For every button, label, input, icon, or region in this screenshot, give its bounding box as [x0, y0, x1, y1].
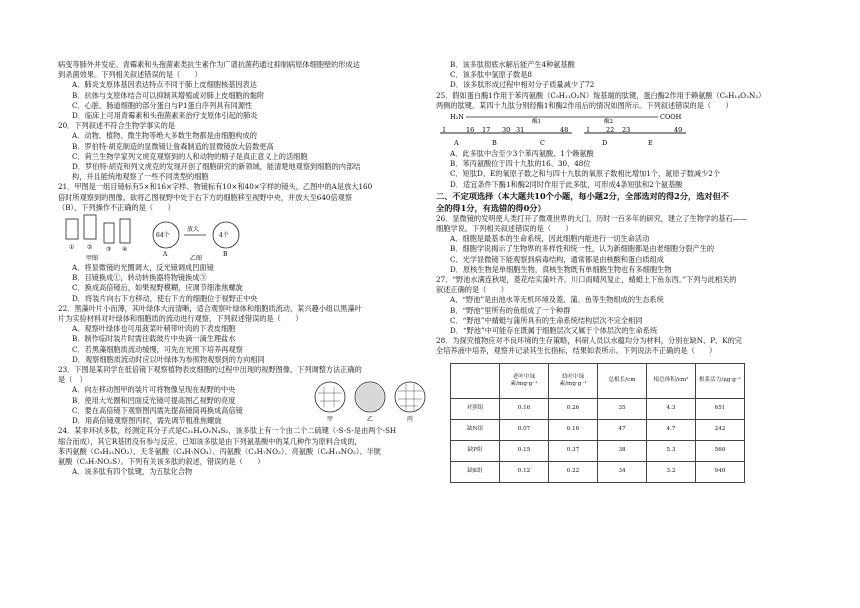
option-line: C．荷兰生物学家列文虎克观察到的人和动物的精子是真正意义上的活细胞	[72, 151, 308, 161]
question-21-cont: （B），下列操作不正确的是（ ）	[58, 202, 175, 212]
option-line: D．观察细胞质流动时应以叶绿体为参照物观察到的方向相同	[72, 354, 265, 364]
option-line: D．将装片向右下方移动，使右下方的细胞位于视野正中央	[72, 293, 258, 303]
figure-caption: 甲	[327, 416, 334, 424]
table-cell: 缺K组	[451, 461, 500, 482]
data-table	[450, 363, 745, 483]
lens-label: ③	[106, 246, 112, 254]
fragment-label: C	[540, 139, 545, 148]
arrow-label: 放大	[187, 226, 200, 234]
table-header: 总根长/cm	[598, 363, 647, 398]
option-line: B．使用大光圈和凹面反光镜可提高图乙视野的亮度	[72, 395, 236, 405]
question-28: 28．为探究植物应对不良环境的生存策略，科研人员以水蕴均分为材料，分别在缺N、P、K的完	[436, 336, 742, 346]
table-header: 幼叶中绿素/mg·g⁻¹	[549, 363, 598, 398]
lens-label: ①	[69, 244, 75, 252]
table-row	[451, 440, 745, 461]
option-line: D．原核生物是单细胞生物，真核生物既有单细胞生物也有多细胞生物	[450, 264, 672, 274]
figure-caption: 丙	[407, 416, 414, 424]
question-24: 24．某非环状多肽，经测定其分子式是C₂₁HₓOᵧN₄S₂，该多肽上有一个由二个二硫键（-S-S-是由两个-SH	[58, 426, 397, 436]
option-line: B．细胞学说揭示了生物界的多样性和统一性，认为新细胞都是由老细胞分裂产生的	[450, 244, 715, 254]
residue-tick: 17	[482, 126, 491, 135]
question-22: 22．黑藻叶片小而薄，其叶绿体大而清晰，适合观察叶绿体和细胞质流动，某兴趣小组以黑藻叶	[58, 303, 362, 313]
option-line: C．短肽D、E的氧原子数之和与四十九肽的氧原子数相比增加1个，氮原子数减少2个	[450, 169, 721, 179]
question-26-cont: 细胞学说。下列相关叙述错误的是（ ）	[436, 224, 573, 234]
option-line: A．此多肽中含至少3个苯丙氨酸、1个赖氨酸	[450, 149, 594, 159]
fragment-label: B	[492, 139, 497, 148]
section-heading-cont: 全的得1分，有选错的得0分）	[436, 202, 546, 213]
option-line: B．罗伯特·胡克制造的显微镜让詹森制造的显微镜放大倍数更高	[72, 141, 274, 151]
option-line: D．“野池”中可能存在既属于细胞层次又属于个体层次的生命系统	[450, 326, 658, 336]
table-cell: 651	[696, 398, 745, 419]
option-line: A．该多肽有四个肽键，为五肽化合物	[72, 467, 193, 477]
residue-tick: 30	[502, 126, 511, 135]
option-line: C．换成高倍镜后，如果视野模糊，应调节细准焦螺旋	[72, 283, 243, 293]
residue-tick: 49	[674, 126, 683, 135]
table-cell: 0.22	[549, 461, 598, 482]
table-cell: 对照组	[451, 398, 500, 419]
table-header: 根系活力/μg·g⁻¹	[696, 363, 745, 398]
question-26: 26．显微镜的发明使人类打开了微观世界的大门，历时一百多年的研究，建立了生物学的基石——	[436, 213, 748, 223]
table-cell: 47	[598, 419, 647, 440]
lens-label: ②	[87, 244, 93, 252]
option-line: A．向左移动图甲的装片可将物像呈现在视野的中央	[72, 385, 236, 395]
table-cell: 5.3	[647, 440, 696, 461]
question-20: 20．下列叙述不符合生物学事实的是	[58, 121, 175, 131]
table-cell: 0.12	[500, 461, 549, 482]
table-cell: 0.37	[549, 440, 598, 461]
field-label: B	[223, 251, 228, 259]
text-line: 到杀菌效果。下列相关叙述错误的是（ ）	[58, 70, 202, 80]
table-cell: 0.16	[500, 398, 549, 419]
table-cell: 560	[696, 440, 745, 461]
table-cell: 0.07	[500, 419, 549, 440]
table-cell: 38	[598, 440, 647, 461]
field-count: 64个	[156, 232, 170, 240]
left-column	[58, 60, 430, 477]
table-row	[451, 398, 745, 419]
table-header	[451, 363, 500, 398]
table-cell: 4.7	[647, 419, 696, 440]
table-header: 根总体积/cm³	[647, 363, 696, 398]
option-line: B．“野池”里所有的鱼组成了一个种群	[450, 305, 571, 315]
table-header-row	[451, 363, 745, 398]
residue-tick: 22	[606, 126, 615, 135]
table-row	[451, 419, 745, 440]
option-line: C．要在高倍镜下观察图丙需先提高镜筒再换成高倍镜	[72, 405, 243, 415]
table-cell: 940	[696, 461, 745, 482]
option-line: A．观察叶绿体也可用菠菜叶稍带叶肉的下表皮细胞	[72, 324, 236, 334]
table-cell: 3.2	[647, 461, 696, 482]
lens-label: ④	[122, 246, 128, 254]
c-terminus: COOH	[660, 113, 682, 122]
option-line: C．“野池”中蜻蜓与蒲所具有的生命系统结构层次不完全相同	[450, 315, 643, 325]
option-line: D．适宜条件下酶1和酶2同时作用于此多肽，可形成4条短肽和2个氨基酸	[450, 179, 683, 189]
question-25-cont: 两侧的肽键。某四十九肽分别经酶1和酶2作用后的情况如图所示。下列叙述错误的是（ ）	[436, 100, 733, 110]
fragment-label: A	[454, 139, 459, 148]
figure-caption: 甲图	[86, 255, 99, 263]
fragment-label: E	[648, 139, 653, 148]
n-terminus: H₂N	[450, 113, 464, 122]
figure-21	[62, 213, 252, 263]
field-count: 4个	[219, 232, 229, 240]
option-line: B．制作临时装片时需往载玻片中央滴一滴生理盐水	[72, 334, 236, 344]
option-line: D．临床上可用青霉素和头孢菌素来治疗支原体引起的肺炎	[72, 111, 258, 121]
enzyme-label: 酶2	[604, 119, 613, 126]
question-23-cont: 是（ ）	[58, 375, 87, 385]
option-line: C．若黑藻细胞质流动缓慢，可先在光照下培养再观察	[72, 344, 243, 354]
option-line: C．光学显微镜下能观察到病毒结构，通常都是由核酸和蛋白质组成	[450, 254, 664, 264]
figure-caption: 乙	[367, 416, 374, 424]
fragment-label: D	[602, 139, 608, 148]
text-line: 病变等肺外并发症。青霉素和头孢菌素类抗生素作为广谱抗菌药通过抑制病原体细胞壁的形成达	[58, 60, 360, 69]
section-heading: 二、不定项选择（本大题共10个小题，每小题2分，全部选对的得2分，选对但不	[436, 190, 729, 201]
question-27: 27．“野池水满连秋堤，菱花结实蒲叶齐。川口雨晴风复止，蜻蜓上下鱼东西。”下列与此相关的	[436, 275, 737, 285]
option-line: D．该多肽形成过程中相对分子质量减少了72	[450, 80, 595, 90]
question-25: 25．假如蛋白酶1作用于苯丙氨酸（C₉H₁₁O₂N）羧基端的肽键，蛋白酶2作用于赖氨酸（C₆H₁₄O₂N₂）	[436, 90, 766, 100]
table-header: 老叶中绿素/mg·g⁻¹	[500, 363, 549, 398]
question-24-cont: 苯丙氨酸（C₉H₁₁NO₂）、天冬氨酸（C₄H₇NO₄）、丙氨酸（C₃H₇NO₂）、亮氨酸（C₆H₁₃NO₂）、半胱	[58, 446, 381, 456]
option-line: A．“野池”是由池水等无机环境及菱、蒲、鱼等生物组成的生态系统	[450, 295, 664, 305]
residue-tick: 16	[466, 126, 475, 135]
table-row	[451, 461, 745, 482]
table-cell: 0.26	[549, 398, 598, 419]
question-21: 21．甲图是一组目镜标有5×和16×字样、物镜标有10×和40×字样的镜头，乙图中的A是放大160	[58, 182, 373, 192]
option-line: D．用高倍镜观察图丙时，需先调节粗准焦螺旋	[72, 416, 222, 426]
residue-tick: 31	[516, 126, 525, 135]
figure-23	[312, 379, 430, 423]
table-cell: 242	[696, 419, 745, 440]
question-27-cont: 叙述正确的是（ ）	[436, 285, 508, 295]
field-label: A	[163, 251, 168, 259]
question-24-cont: 氨酸（C₃H₇NO₂S）。下列有关该多肽的叙述，错误的是（ ）	[58, 456, 265, 466]
table-cell: 0.15	[500, 440, 549, 461]
residue-tick: 23	[622, 126, 631, 135]
option-line: B．抗体与支原体结合可以抑制其增殖或对肺上皮细胞的黏附	[72, 90, 265, 100]
option-line: A．将显微镜的光圈调大，反光镜调成凹面镜	[72, 263, 214, 273]
option-line: A．细胞是最基本的生命系统，因此细胞内能进行一切生命活动	[450, 234, 650, 244]
option-line: B．苯丙氨酸位于四十九肽的16、30、48位	[450, 159, 591, 169]
question-28-cont: 全培养液中培养，观察并记录其生长指标，结果如表所示。下列说法不正确的是（ ）	[436, 346, 717, 356]
residue-tick: 48	[560, 126, 569, 135]
question-24-cont: 缩合而成），其它R基团没有参与反应，已知该多肽是由下列氨基酸中的某几种作为原料合成的，	[58, 436, 362, 446]
option-line: D．罗伯特·胡克和列文虎克的发现开创了细胞研究的新领域，能清楚地观察到细胞的内部结	[72, 162, 361, 172]
figure-25	[436, 111, 736, 149]
option-line: A．动物、植物、微生物等绝大多数生物都是由细胞构成的	[72, 131, 257, 141]
residue-tick: 1	[442, 126, 447, 135]
option-line: C．心脏、肠道细胞的部分蛋白与P1蛋白序列具有同源性	[72, 100, 253, 110]
table-cell: 缺N组	[451, 419, 500, 440]
option-line: 构，并且能统地观察了一些不同类型的细胞	[72, 172, 209, 182]
option-line: A．肺炎支原体基因表达特点不同于肺上皮细胞核基因表达	[72, 80, 257, 90]
question-23: 23．下图是某同学在低倍镜下观察植物表皮细胞的过程中出现的视野图像，下列调整方法正确的	[58, 365, 362, 375]
table-cell: 缺P组	[451, 440, 500, 461]
table-cell: 0.16	[549, 419, 598, 440]
residue-tick: 1	[586, 126, 591, 135]
option-line: C．该多肽中氢原子数是8	[450, 70, 532, 80]
figure-caption: 乙图	[190, 255, 203, 263]
right-column	[436, 60, 808, 483]
question-21-cont: 倍时所观察到的图像。欲将乙图视野中处于右下方的细胞移至视野中央，并放大至640倍观察	[58, 192, 353, 202]
table-cell: 34	[598, 461, 647, 482]
enzyme-label: 酶1	[532, 119, 541, 126]
option-line: B．目镜换成①，转动转换器将物镜换成③	[72, 273, 207, 283]
question-22-cont: 片为实验材料对叶绿体和细胞质的流动进行观察，下列叙述错误的是（ ）	[58, 314, 303, 324]
table-cell: 4.3	[647, 398, 696, 419]
option-line: B．该多肽彻底水解后能产生4种氨基酸	[450, 60, 575, 69]
table-cell: 35	[598, 398, 647, 419]
question-23-block	[58, 385, 430, 426]
